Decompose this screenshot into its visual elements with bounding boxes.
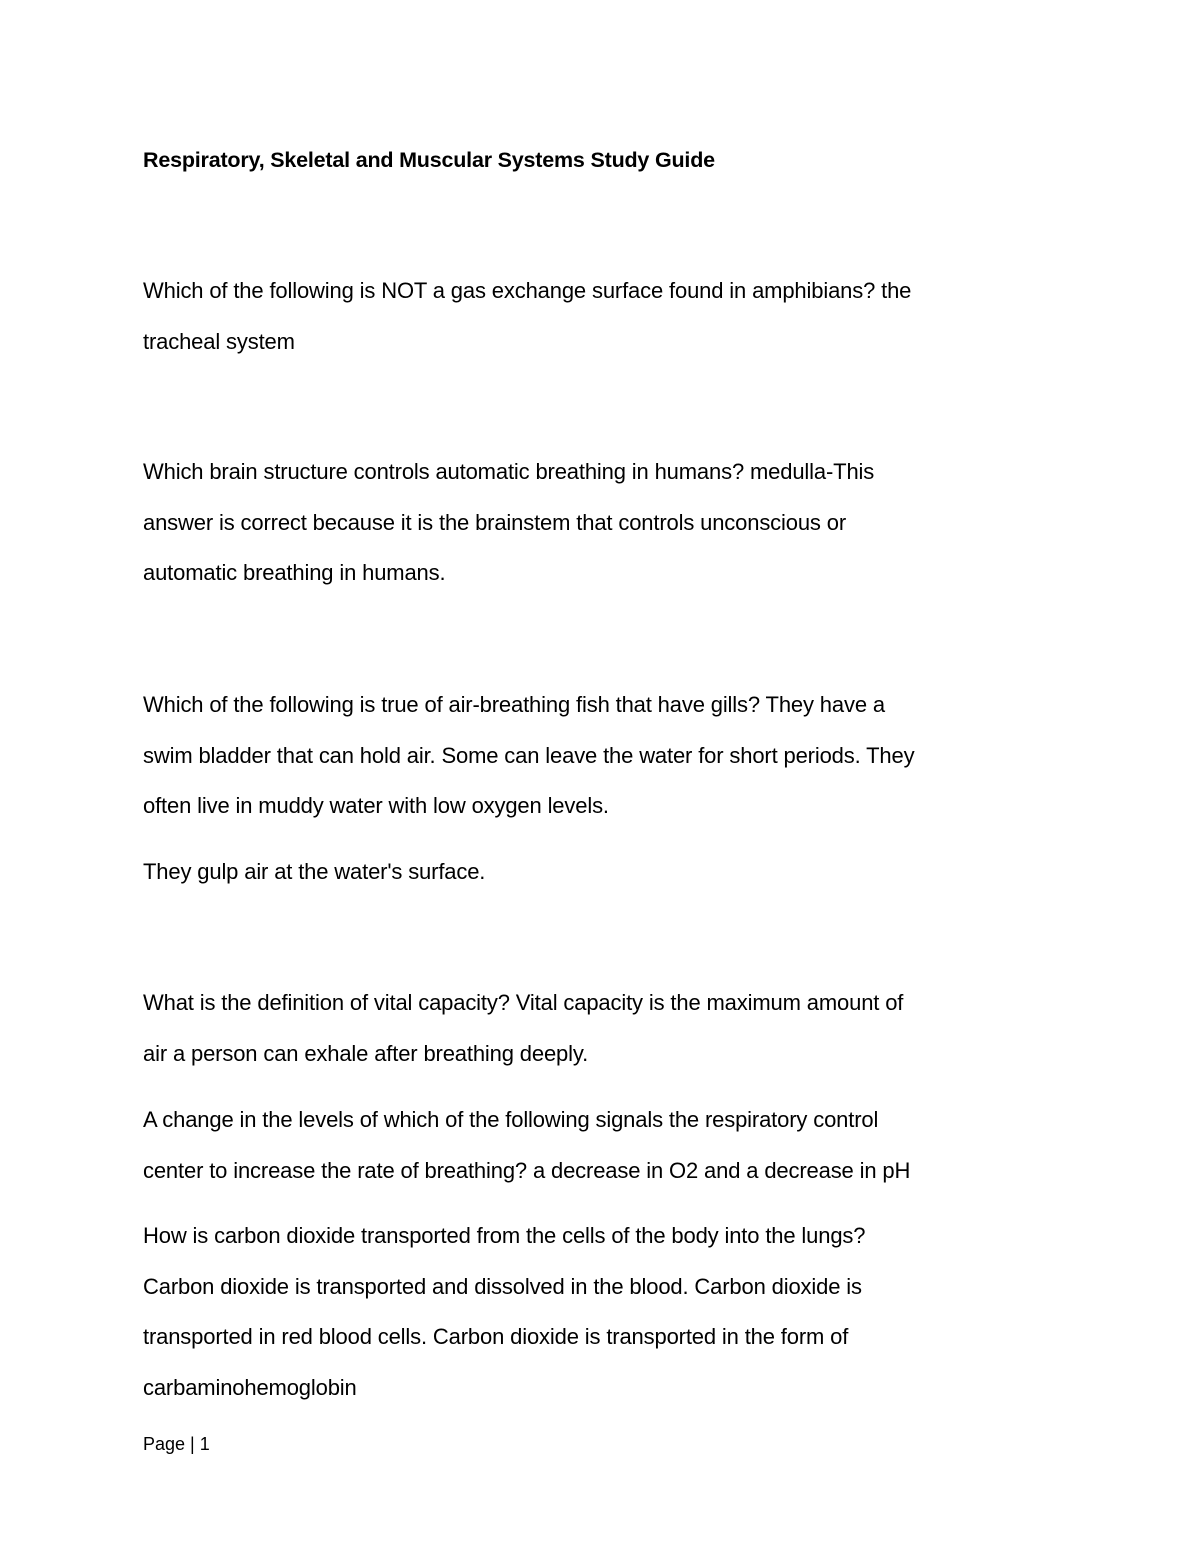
paragraph-respiratory-control (143, 1095, 1058, 1196)
document-title: Respiratory, Skeletal and Muscular Systems Study Guide (143, 148, 715, 172)
text-line: Which of the following is true of air-breathing fish that have gills? They have a (143, 692, 885, 717)
paragraph-gulp-air (143, 847, 1058, 898)
paragraph-carbon-dioxide-transport (143, 1211, 1058, 1413)
paragraph-amphibian-gas-exchange (143, 266, 1058, 367)
text-line: A change in the levels of which of the following signals the respiratory control (143, 1107, 879, 1132)
text-line: Which of the following is NOT a gas exchange surface found in amphibians? the (143, 278, 912, 303)
text-line: They gulp air at the water's surface. (143, 859, 486, 884)
paragraph-vital-capacity (143, 978, 1058, 1079)
paragraph-air-breathing-fish (143, 680, 1058, 832)
text-line: swim bladder that can hold air. Some can leave the water for short periods. They (143, 742, 915, 768)
text-line: automatic breathing in humans. (143, 560, 446, 585)
text-line: air a person can exhale after breathing deeply. (143, 1040, 589, 1066)
text-line: answer is correct because it is the brainstem that controls unconscious or (143, 509, 847, 535)
text-line: Carbon dioxide is transported and dissolved in the blood. Carbon dioxide is (143, 1273, 862, 1299)
text-line: carbaminohemoglobin (143, 1374, 357, 1400)
text-line: Which brain structure controls automatic breathing in humans? medulla-This (143, 459, 875, 484)
text-line: What is the definition of vital capacity? Vital capacity is the maximum amount of (143, 990, 904, 1015)
text-line: transported in red blood cells. Carbon dioxide is transported in the form of (143, 1324, 849, 1349)
text-line: center to increase the rate of breathing? a decrease in O2 and a decrease in pH (143, 1157, 911, 1183)
text-line: How is carbon dioxide transported from the cells of the body into the lungs? (143, 1223, 866, 1248)
text-line: tracheal system (143, 328, 295, 354)
page-number-footer: Page | 1 (143, 1434, 210, 1454)
paragraph-brain-breathing (143, 447, 1058, 599)
text-line: often live in muddy water with low oxygen levels. (143, 793, 609, 818)
